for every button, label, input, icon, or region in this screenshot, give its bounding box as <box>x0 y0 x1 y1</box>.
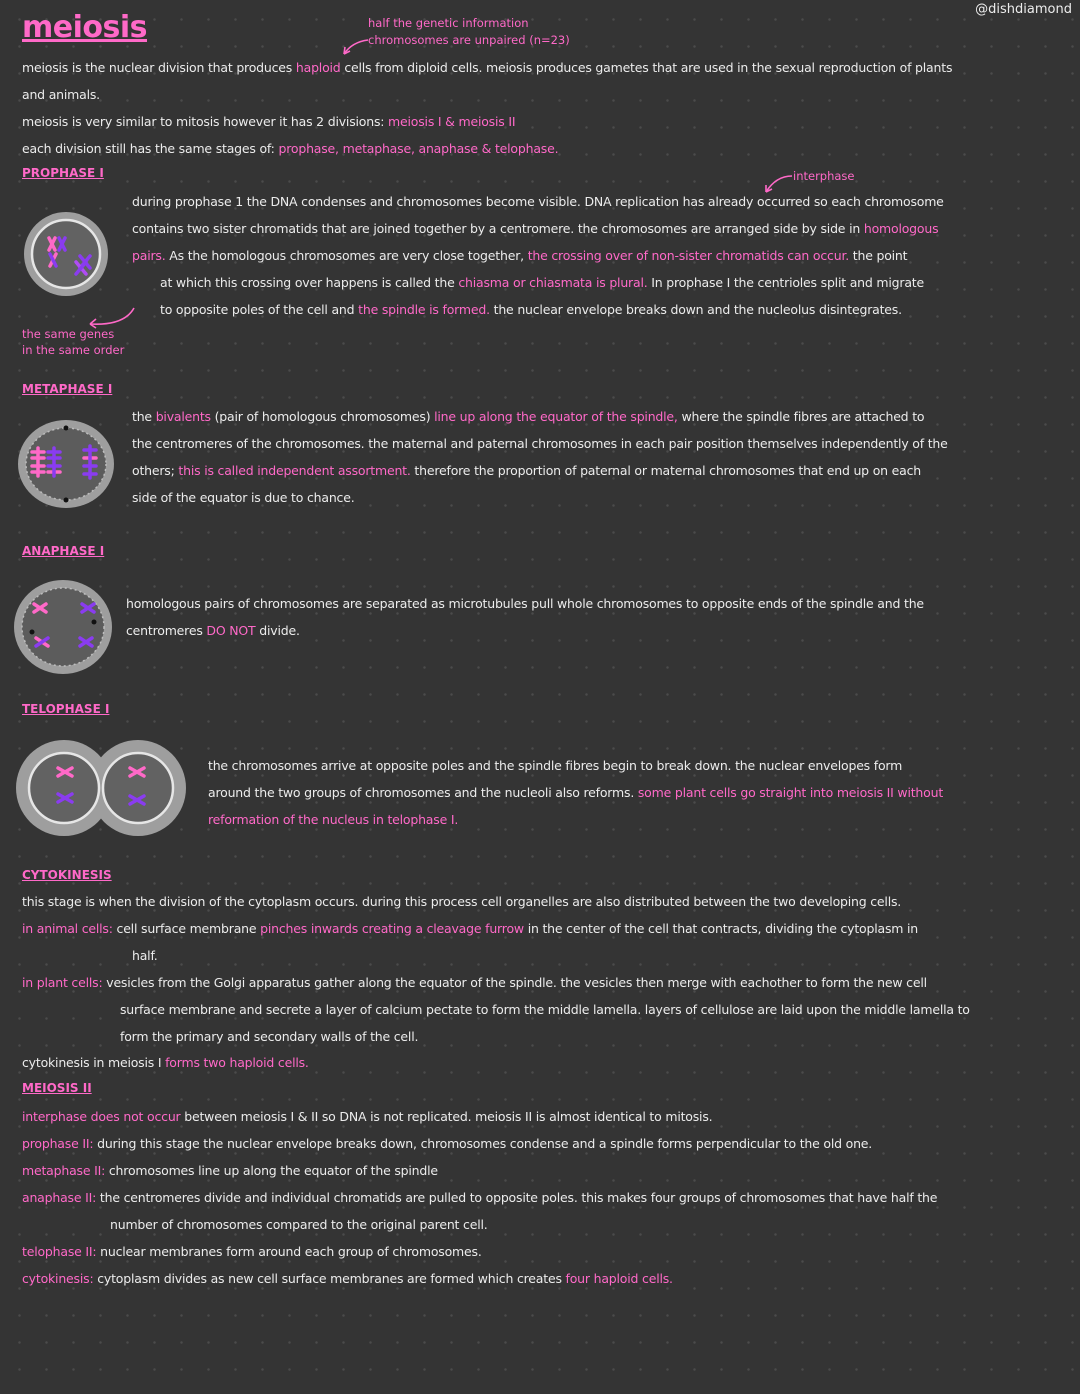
side-note-line2: in the same order <box>22 343 125 357</box>
prophase1-pairs: pairs. <box>132 248 166 263</box>
cytokinesis-line-4 <box>22 969 927 996</box>
meiosis2-line-5: number of chromosomes compared to the original parent cell. <box>110 1217 488 1232</box>
header-note-line2: chromosomes are unpaired <box>368 33 526 47</box>
intro-text: each division still has the same stages of: <box>22 141 279 156</box>
meiosis2-line-7 <box>22 1265 673 1292</box>
cytokinesis-text: cell surface membrane <box>112 921 261 936</box>
cytokinesis-text: vesicles from the Golgi apparatus gather along the equator of the spindle. the vesicles then merge with eachother to form the new cell <box>102 975 927 990</box>
cytokinesis-plant-label: in plant cells: <box>22 975 103 990</box>
anaphase1-line-1: homologous pairs of chromosomes are separated as microtubules pull whole chromosomes to opposite ends of the spindle and the <box>126 596 924 611</box>
metaphase1-line-4: side of the equator is due to chance. <box>132 490 355 505</box>
intro-line-3 <box>22 108 515 135</box>
metaphase1-line-2: the centromeres of the chromosomes. the maternal and paternal chromosomes in each pair position themselves independently of the <box>132 436 948 451</box>
prophase1-cell-diagram <box>22 210 110 298</box>
telophase1-line-3: reformation of the nucleus in telophase I. <box>208 812 459 827</box>
header-note <box>368 15 570 49</box>
meiosis2-line-4 <box>22 1184 937 1211</box>
prophase1-heading: PROPHASE I <box>22 166 104 180</box>
anaphase1-do-not: DO NOT <box>206 623 256 638</box>
side-note-arrow <box>84 304 136 330</box>
prophase1-text: the nuclear envelope breaks down and the nucleolus disintegrates. <box>489 302 902 317</box>
header-note-n: (n=23) <box>529 33 570 47</box>
cytokinesis-line-2 <box>22 915 918 942</box>
side-note-line1: the same genes <box>22 327 115 341</box>
intro-haploid: haploid <box>295 60 341 75</box>
header-note-line1: half the genetic information <box>368 16 529 30</box>
cytokinesis-two-haploid: forms two haploid cells. <box>165 1055 309 1070</box>
telophase1-text: around the two groups of chromosomes and the nucleoli also reforms. <box>208 785 638 800</box>
meiosis2-text: the centromeres divide and individual chromatids are pulled to opposite poles. this makes four groups of chromosomes that have half the <box>96 1190 938 1205</box>
intro-text: meiosis is very similar to mitosis however it has 2 divisions: <box>22 114 389 129</box>
telophase1-cell-diagram <box>14 738 188 838</box>
telophase1-plant-cells: some plant cells go straight into meiosis II without <box>637 785 944 800</box>
meiosis2-telophase-label: telophase II: <box>22 1244 97 1259</box>
anaphase1-text: divide. <box>255 623 300 638</box>
metaphase1-text: (pair of homologous chromosomes) <box>210 409 435 424</box>
intro-text: meiosis is the nuclear division that produces <box>22 60 296 75</box>
prophase1-homologous: homologous <box>863 221 939 236</box>
meiosis2-text: cytoplasm divides as new cell surface membranes are formed which creates <box>93 1271 566 1286</box>
cytokinesis-text: cytokinesis in meiosis I <box>22 1055 166 1070</box>
metaphase1-text: the <box>132 409 156 424</box>
prophase1-side-note <box>22 326 124 358</box>
cytokinesis-animal-label: in animal cells: <box>22 921 113 936</box>
cytokinesis-heading: CYTOKINESIS <box>22 868 112 882</box>
metaphase1-text: others; <box>132 463 179 478</box>
anaphase1-cell-diagram <box>12 578 114 676</box>
cytokinesis-line-3: half. <box>132 948 158 963</box>
telophase1-heading: TELOPHASE I <box>22 702 110 716</box>
prophase1-text: contains two sister chromatids that are joined together by a centromere. the chromosomes are arranged side by side in <box>132 221 864 236</box>
prophase1-line-3 <box>132 242 907 269</box>
prophase1-chiasma: chiasma or chiasmata is plural. <box>458 275 648 290</box>
meiosis2-anaphase-label: anaphase II: <box>22 1190 97 1205</box>
meiosis2-four-haploid: four haploid cells. <box>565 1271 673 1286</box>
prophase1-line-2 <box>132 215 938 242</box>
meiosis2-text: chromosomes line up along the equator of the spindle <box>105 1163 438 1178</box>
prophase1-crossing-over: the crossing over of non-sister chromatids can occur. <box>527 248 850 263</box>
meiosis2-line-1 <box>22 1103 712 1130</box>
meiosis2-cytokinesis-label: cytokinesis: <box>22 1271 94 1286</box>
meiosis2-metaphase-label: metaphase II: <box>22 1163 106 1178</box>
prophase1-spindle: the spindle is formed. <box>358 302 490 317</box>
anaphase1-line-2 <box>126 617 300 644</box>
metaphase1-heading: METAPHASE I <box>22 382 113 396</box>
meiosis2-line-6 <box>22 1238 482 1265</box>
cytokinesis-line-6: form the primary and secondary walls of the cell. <box>120 1029 419 1044</box>
cytokinesis-line-1: this stage is when the division of the cytoplasm occurs. during this process cell organelles are also distributed between the two developing cells. <box>22 894 902 909</box>
meiosis2-line-2 <box>22 1130 872 1157</box>
intro-divisions: meiosis I & meiosis II <box>388 114 516 129</box>
prophase1-text: at which this crossing over happens is called the <box>160 275 459 290</box>
meiosis2-line-3 <box>22 1157 438 1184</box>
cytokinesis-line-5: surface membrane and secrete a layer of calcium pectate to form the middle lamella. layers of cellulose are laid upon the middle lamella to <box>120 1002 970 1017</box>
meiosis2-text: between meiosis I & II so DNA is not replicated. meiosis II is almost identical to mitosis. <box>180 1109 713 1124</box>
intro-text: cells from diploid cells. meiosis produces gametes that are used in the sexual reproduction of plants <box>340 60 953 75</box>
intro-line-4 <box>22 135 558 162</box>
meiosis2-text: during this stage the nuclear envelope breaks down, chromosomes condense and a spindle forms perpendicular to the old one. <box>93 1136 873 1151</box>
metaphase1-text: where the spindle fibres are attached to <box>677 409 925 424</box>
author-handle: @dishdiamond <box>975 2 1072 17</box>
prophase1-line-1: during prophase 1 the DNA condenses and chromosomes become visible. DNA replication has already occurred so each chromosome <box>132 194 944 209</box>
telophase1-line-1: the chromosomes arrive at opposite poles and the spindle fibres begin to break down. the nuclear envelopes form <box>208 758 903 773</box>
intro-line-2: and animals. <box>22 87 100 102</box>
page-title: meiosis <box>22 10 147 45</box>
prophase1-text: In prophase I the centrioles split and migrate <box>647 275 924 290</box>
metaphase1-text: therefore the proportion of paternal or maternal chromosomes that end up on each <box>410 463 921 478</box>
interphase-note: interphase <box>793 169 855 183</box>
metaphase1-independent-assortment: this is called independent assortment. <box>178 463 411 478</box>
metaphase1-line-1 <box>132 403 924 430</box>
meiosis2-heading: MEIOSIS II <box>22 1081 92 1095</box>
prophase1-text: As the homologous chromosomes are very close together, <box>165 248 528 263</box>
meiosis2-interphase-label: interphase <box>22 1109 91 1124</box>
prophase1-text: the point <box>849 248 908 263</box>
meiosis2-does-not-occur: does not occur <box>90 1109 181 1124</box>
cytokinesis-line-7 <box>22 1049 309 1076</box>
prophase1-text: to opposite poles of the cell and <box>160 302 359 317</box>
telophase1-line-2 <box>208 779 943 806</box>
metaphase1-cell-diagram <box>16 418 116 510</box>
metaphase1-bivalents: bivalents <box>155 409 211 424</box>
anaphase1-text: centromeres <box>126 623 207 638</box>
intro-line-1 <box>22 54 952 81</box>
meiosis2-text: nuclear membranes form around each group of chromosomes. <box>96 1244 482 1259</box>
anaphase1-heading: ANAPHASE I <box>22 544 105 558</box>
meiosis2-prophase-label: prophase II: <box>22 1136 94 1151</box>
prophase1-line-5 <box>160 296 902 323</box>
metaphase1-line-3 <box>132 457 921 484</box>
cytokinesis-cleavage-furrow: pinches inwards creating a cleavage furrow <box>260 921 524 936</box>
intro-stages: prophase, metaphase, anaphase & telophase. <box>278 141 559 156</box>
metaphase1-equator: line up along the equator of the spindle, <box>434 409 678 424</box>
cytokinesis-text: in the center of the cell that contracts, dividing the cytoplasm in <box>523 921 919 936</box>
prophase1-line-4 <box>160 269 924 296</box>
